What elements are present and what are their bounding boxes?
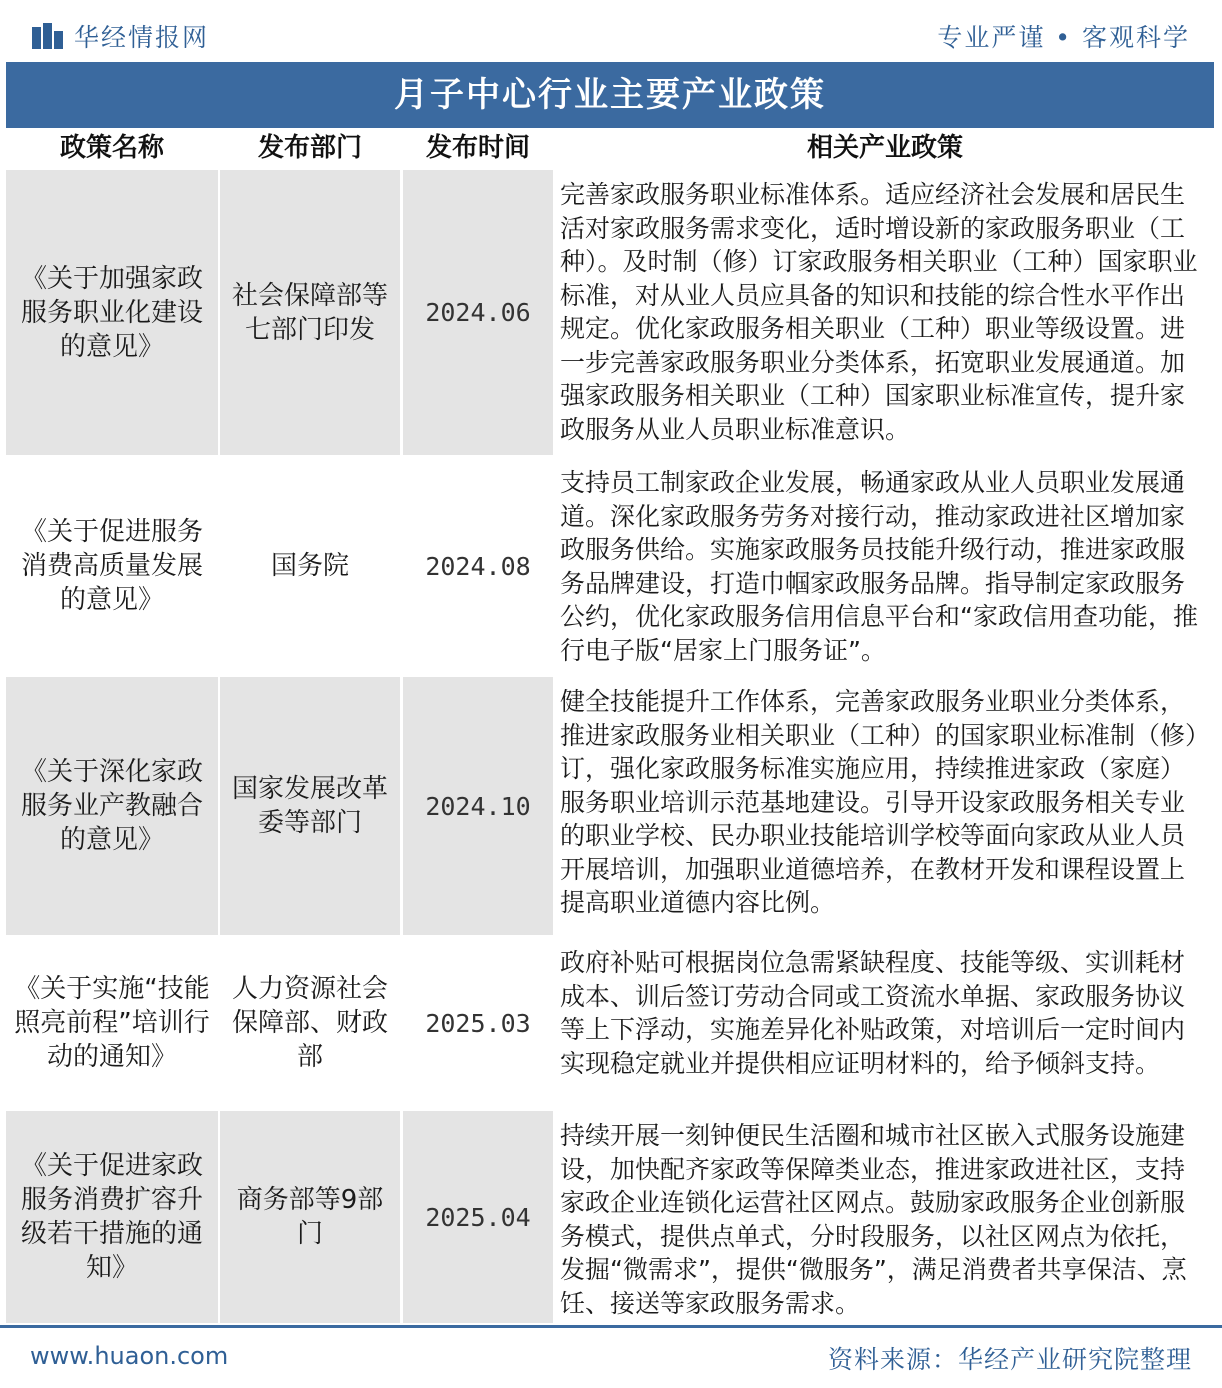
page-footer <box>0 1325 1222 1388</box>
table-row-2-policy: 支持员工制家政企业发展，畅通家政从业人员职业发展通道。深化家政服务劳务对接行动，推动家政进社区增加家政服务供给。实施家政服务员技能升级行动，推进家政服务品牌建设，打造巾帼家政服务品牌。指导制定家政服务公约，优化家政服务信用信息平台和“家政信用查功能，推行电子版“居家上门服务证”。 <box>556 458 1214 674</box>
table-row-4-dept: 人力资源社会保障部、财政部 <box>220 938 400 1108</box>
slogan: 专业严谨 • 客观科学 <box>937 23 1190 52</box>
table-row-2-dept: 国务院 <box>220 458 400 674</box>
table-row-5-policy: 持续开展一刻钟便民生活圈和城市社区嵌入式服务设施建设，加快配齐家政等保障类业态，推进家政进社区，支持家政企业连锁化运营社区网点。鼓励家政服务企业创新服务模式，提供点单式，分时段服务，以社区网点为依托，发掘“微需求”，提供“微服务”，满足消费者共享保洁、烹饪、接送等家政服务需求。 <box>556 1111 1214 1323</box>
page-header <box>0 0 1222 62</box>
table-row-4-date: 2025.03 <box>403 938 553 1108</box>
logo-text: 华经情报网 <box>74 23 210 52</box>
table-row-5-name: 《关于促进家政服务消费扩容升级若干措施的通知》 <box>6 1111 218 1323</box>
table-row-3-name: 《关于深化家政服务业产教融合的意见》 <box>6 677 218 935</box>
table-row-4-policy: 政府补贴可根据岗位急需紧缺程度、技能等级、实训耗材成本、训后签订劳动合同或工资流水单据、家政服务协议等上下浮动，实施差异化补贴政策，对培训后一定时间内实现稳定就业并提供相应证明材料的，给予倾斜支持。 <box>556 938 1214 1108</box>
table-row-3-dept: 国家发展改革委等部门 <box>220 677 400 935</box>
column-header-dept: 发布部门 <box>257 133 362 163</box>
table-row-4-name: 《关于实施“技能照亮前程”培训行动的通知》 <box>6 938 218 1108</box>
website-link[interactable]: www.huaon.com <box>30 1342 229 1370</box>
logo-bars-icon <box>30 21 64 51</box>
table-row-5-dept: 商务部等9部门 <box>220 1111 400 1323</box>
page-title: 月子中心行业主要产业政策 <box>6 62 1214 128</box>
table-row-1-name: 《关于加强家政服务职业化建设的意见》 <box>6 170 218 455</box>
table-row-3-date: 2024.10 <box>403 677 553 935</box>
brand-logo <box>30 18 209 54</box>
table-row-3-policy: 健全技能提升工作体系，完善家政服务业职业分类体系，推进家政服务业相关职业（工种）的国家职业标准制（修）订，强化家政服务标准实施应用，持续推进家政（家庭）服务职业培训示范基地建设。引导开设家政服务相关专业的职业学校、民办职业技能培训学校等面向家政从业人员开展培训，加强职业道德培养，在教材开发和课程设置上提高职业道德内容比例。 <box>556 677 1214 935</box>
table-row-2-name: 《关于促进服务消费高质量发展的意见》 <box>6 458 218 674</box>
column-header-date: 发布时间 <box>425 133 530 163</box>
table-row-1-date: 2024.06 <box>403 170 553 455</box>
table-row-1-policy: 完善家政服务职业标准体系。适应经济社会发展和居民生活对家政服务需求变化，适时增设新的家政服务职业（工种）。及时制（修）订家政服务相关职业（工种）国家职业标准，对从业人员应具备的知识和技能的综合性水平作出规定。优化家政服务相关职业（工种）职业等级设置。进一步完善家政服务职业分类体系，拓宽职业发展通道。加强家政服务相关职业（工种）国家职业标准宣传，提升家政服务从业人员职业标准意识。 <box>556 170 1214 455</box>
column-header-policy: 相关产业政策 <box>806 133 963 163</box>
table-row-5-date: 2025.04 <box>403 1111 553 1323</box>
column-header-name: 政策名称 <box>59 133 164 163</box>
table-row-1-dept: 社会保障部等七部门印发 <box>220 170 400 455</box>
table-row-2-date: 2024.08 <box>403 458 553 674</box>
source-note: 资料来源：华经产业研究院整理 <box>827 1345 1192 1374</box>
